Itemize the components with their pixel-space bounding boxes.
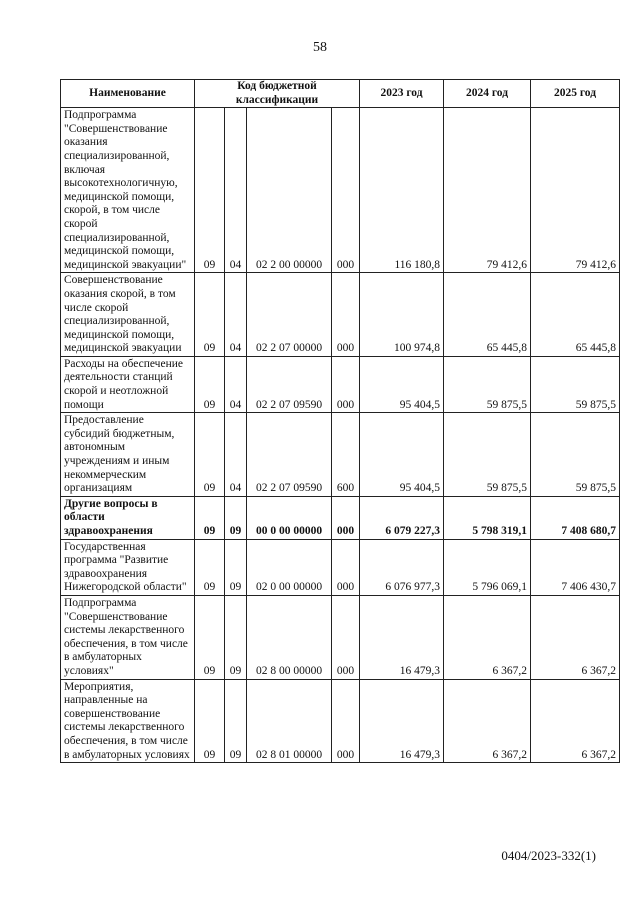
cell-code-section: 09 (195, 413, 225, 497)
cell-code-target: 02 2 07 00000 (247, 273, 332, 357)
cell-code-section: 09 (195, 496, 225, 539)
cell-amount-2025: 6 367,2 (531, 595, 620, 679)
cell-code-target: 02 0 00 00000 (247, 539, 332, 595)
cell-amount-2025: 65 445,8 (531, 273, 620, 357)
cell-code-subsection: 09 (225, 496, 247, 539)
table-row (61, 595, 620, 679)
table-row (61, 496, 620, 539)
table-row (61, 413, 620, 497)
table-row (61, 108, 620, 273)
cell-amount-2025: 59 875,5 (531, 413, 620, 497)
cell-code-subsection: 09 (225, 679, 247, 763)
cell-code-section: 09 (195, 356, 225, 412)
cell-amount-2023: 6 079 227,3 (360, 496, 444, 539)
cell-amount-2024: 5 798 319,1 (444, 496, 531, 539)
table-row (61, 356, 620, 412)
cell-code-target: 00 0 00 00000 (247, 496, 332, 539)
cell-code-expense: 000 (332, 496, 360, 539)
cell-name: Предоставление субсидий бюджетным, автономным учреждениям и иным некоммерческим организациям (61, 413, 195, 497)
cell-amount-2023: 95 404,5 (360, 413, 444, 497)
cell-amount-2025: 59 875,5 (531, 356, 620, 412)
cell-amount-2023: 100 974,8 (360, 273, 444, 357)
table-row (61, 679, 620, 763)
cell-amount-2023: 16 479,3 (360, 595, 444, 679)
cell-code-target: 02 8 01 00000 (247, 679, 332, 763)
cell-code-section: 09 (195, 539, 225, 595)
table-header-row (61, 80, 620, 108)
document-code: 0404/2023-332(1) (501, 848, 596, 863)
cell-code-section: 09 (195, 679, 225, 763)
cell-amount-2024: 6 367,2 (444, 595, 531, 679)
cell-code-target: 02 8 00 00000 (247, 595, 332, 679)
cell-amount-2023: 16 479,3 (360, 679, 444, 763)
cell-code-target: 02 2 07 09590 (247, 356, 332, 412)
cell-code-target: 02 2 07 09590 (247, 413, 332, 497)
table-row (61, 539, 620, 595)
page-number: 58 (313, 40, 327, 55)
budget-table (60, 79, 620, 763)
cell-name: Другие вопросы в области здравоохранения (61, 496, 195, 539)
header-2025: 2025 год (531, 80, 620, 108)
cell-code-expense: 000 (332, 679, 360, 763)
cell-code-expense: 000 (332, 539, 360, 595)
cell-code-subsection: 04 (225, 273, 247, 357)
cell-amount-2024: 79 412,6 (444, 108, 531, 273)
cell-code-subsection: 09 (225, 595, 247, 679)
cell-amount-2025: 79 412,6 (531, 108, 620, 273)
cell-code-subsection: 09 (225, 539, 247, 595)
cell-amount-2024: 59 875,5 (444, 413, 531, 497)
cell-code-target: 02 2 00 00000 (247, 108, 332, 273)
cell-code-section: 09 (195, 108, 225, 273)
cell-code-section: 09 (195, 595, 225, 679)
cell-code-expense: 000 (332, 108, 360, 273)
cell-code-expense: 600 (332, 413, 360, 497)
cell-amount-2024: 65 445,8 (444, 273, 531, 357)
cell-amount-2025: 7 406 430,7 (531, 539, 620, 595)
header-code: Код бюджетной классификации (195, 80, 360, 108)
header-2023: 2023 год (360, 80, 444, 108)
header-name: Наименование (61, 80, 195, 108)
cell-code-expense: 000 (332, 595, 360, 679)
table-row (61, 273, 620, 357)
cell-name: Государственная программа "Развитие здравоохранения Нижегородской области" (61, 539, 195, 595)
cell-amount-2025: 7 408 680,7 (531, 496, 620, 539)
cell-name: Расходы на обеспечение деятельности станций скорой и неотложной помощи (61, 356, 195, 412)
cell-code-expense: 000 (332, 273, 360, 357)
cell-name: Подпрограмма "Совершенствование оказания специализированной, включая высокотехнологичную, медицинской помощи, скорой, в том числе скорой специализированной, медицинской помощи, медицинской эвакуации" (61, 108, 195, 273)
header-2024: 2024 год (444, 80, 531, 108)
cell-amount-2023: 6 076 977,3 (360, 539, 444, 595)
cell-name: Совершенствование оказания скорой, в том числе скорой специализированной, медицинской помощи, медицинской эвакуации (61, 273, 195, 357)
cell-amount-2024: 59 875,5 (444, 356, 531, 412)
cell-code-expense: 000 (332, 356, 360, 412)
cell-name: Мероприятия, направленные на совершенствование системы лекарственного обеспечения, в том числе в амбулаторных условиях (61, 679, 195, 763)
cell-name: Подпрограмма "Совершенствование системы лекарственного обеспечения, в том числе в амбулаторных условиях" (61, 595, 195, 679)
cell-code-section: 09 (195, 273, 225, 357)
cell-amount-2025: 6 367,2 (531, 679, 620, 763)
cell-amount-2024: 5 796 069,1 (444, 539, 531, 595)
cell-amount-2024: 6 367,2 (444, 679, 531, 763)
cell-amount-2023: 116 180,8 (360, 108, 444, 273)
cell-amount-2023: 95 404,5 (360, 356, 444, 412)
cell-code-subsection: 04 (225, 413, 247, 497)
cell-code-subsection: 04 (225, 356, 247, 412)
cell-code-subsection: 04 (225, 108, 247, 273)
